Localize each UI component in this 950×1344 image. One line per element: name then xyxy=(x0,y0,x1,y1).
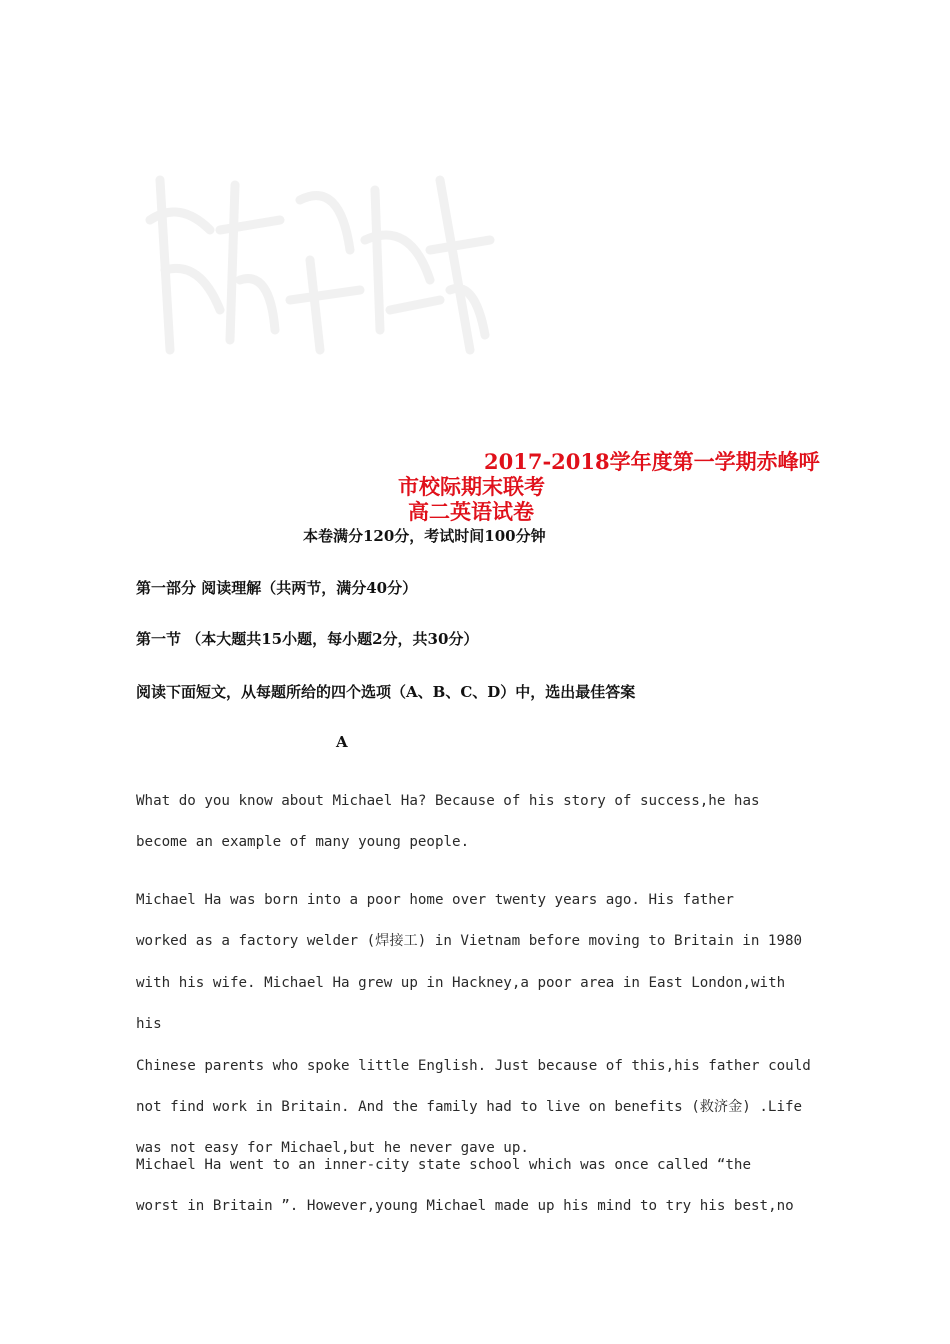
exam-subtitle: 本卷满分120分，考试时间100分钟 xyxy=(303,527,546,545)
part-heading: 第一部分 阅读理解（共两节，满分40分） xyxy=(136,579,418,597)
exam-title-line-2: 市校际期末联考 xyxy=(398,474,545,499)
passage-paragraph: What do you know about Michael Ha? Because of his story of success,he has become an example of many young people. xyxy=(136,793,760,851)
instruction-text: 阅读下面短文，从每题所给的四个选项（A、B、C、D）中，选出最佳答案 xyxy=(136,683,636,701)
watermark-icon xyxy=(140,160,500,360)
section-heading: 第一节 （本大题共15小题，每小题2分，共30分） xyxy=(136,630,479,648)
passage-paragraph: Michael Ha was born into a poor home over twenty years ago. His father worked as a factory welder (焊接工) in Vietnam before moving to Britain in 1980 with his wife. Michael Ha grew up in Hackney,a poor area in East London,with his Chinese parents who spoke little English. Just because of this,his father could not find work in Britain. And the family had to live on benefits (救济金) .Life was not easy for Michael,but he never gave up. xyxy=(136,892,811,1157)
passage-label: A xyxy=(336,733,348,751)
exam-title-line-3: 高二英语试卷 xyxy=(408,499,534,524)
passage-paragraph: Michael Ha went to an inner-city state school which was once called “the worst in Britain ”. However,young Michael made up his mind to try his best,no xyxy=(136,1157,794,1215)
exam-title-line-1: 2017-2018学年度第一学期赤峰呼 xyxy=(484,449,820,474)
